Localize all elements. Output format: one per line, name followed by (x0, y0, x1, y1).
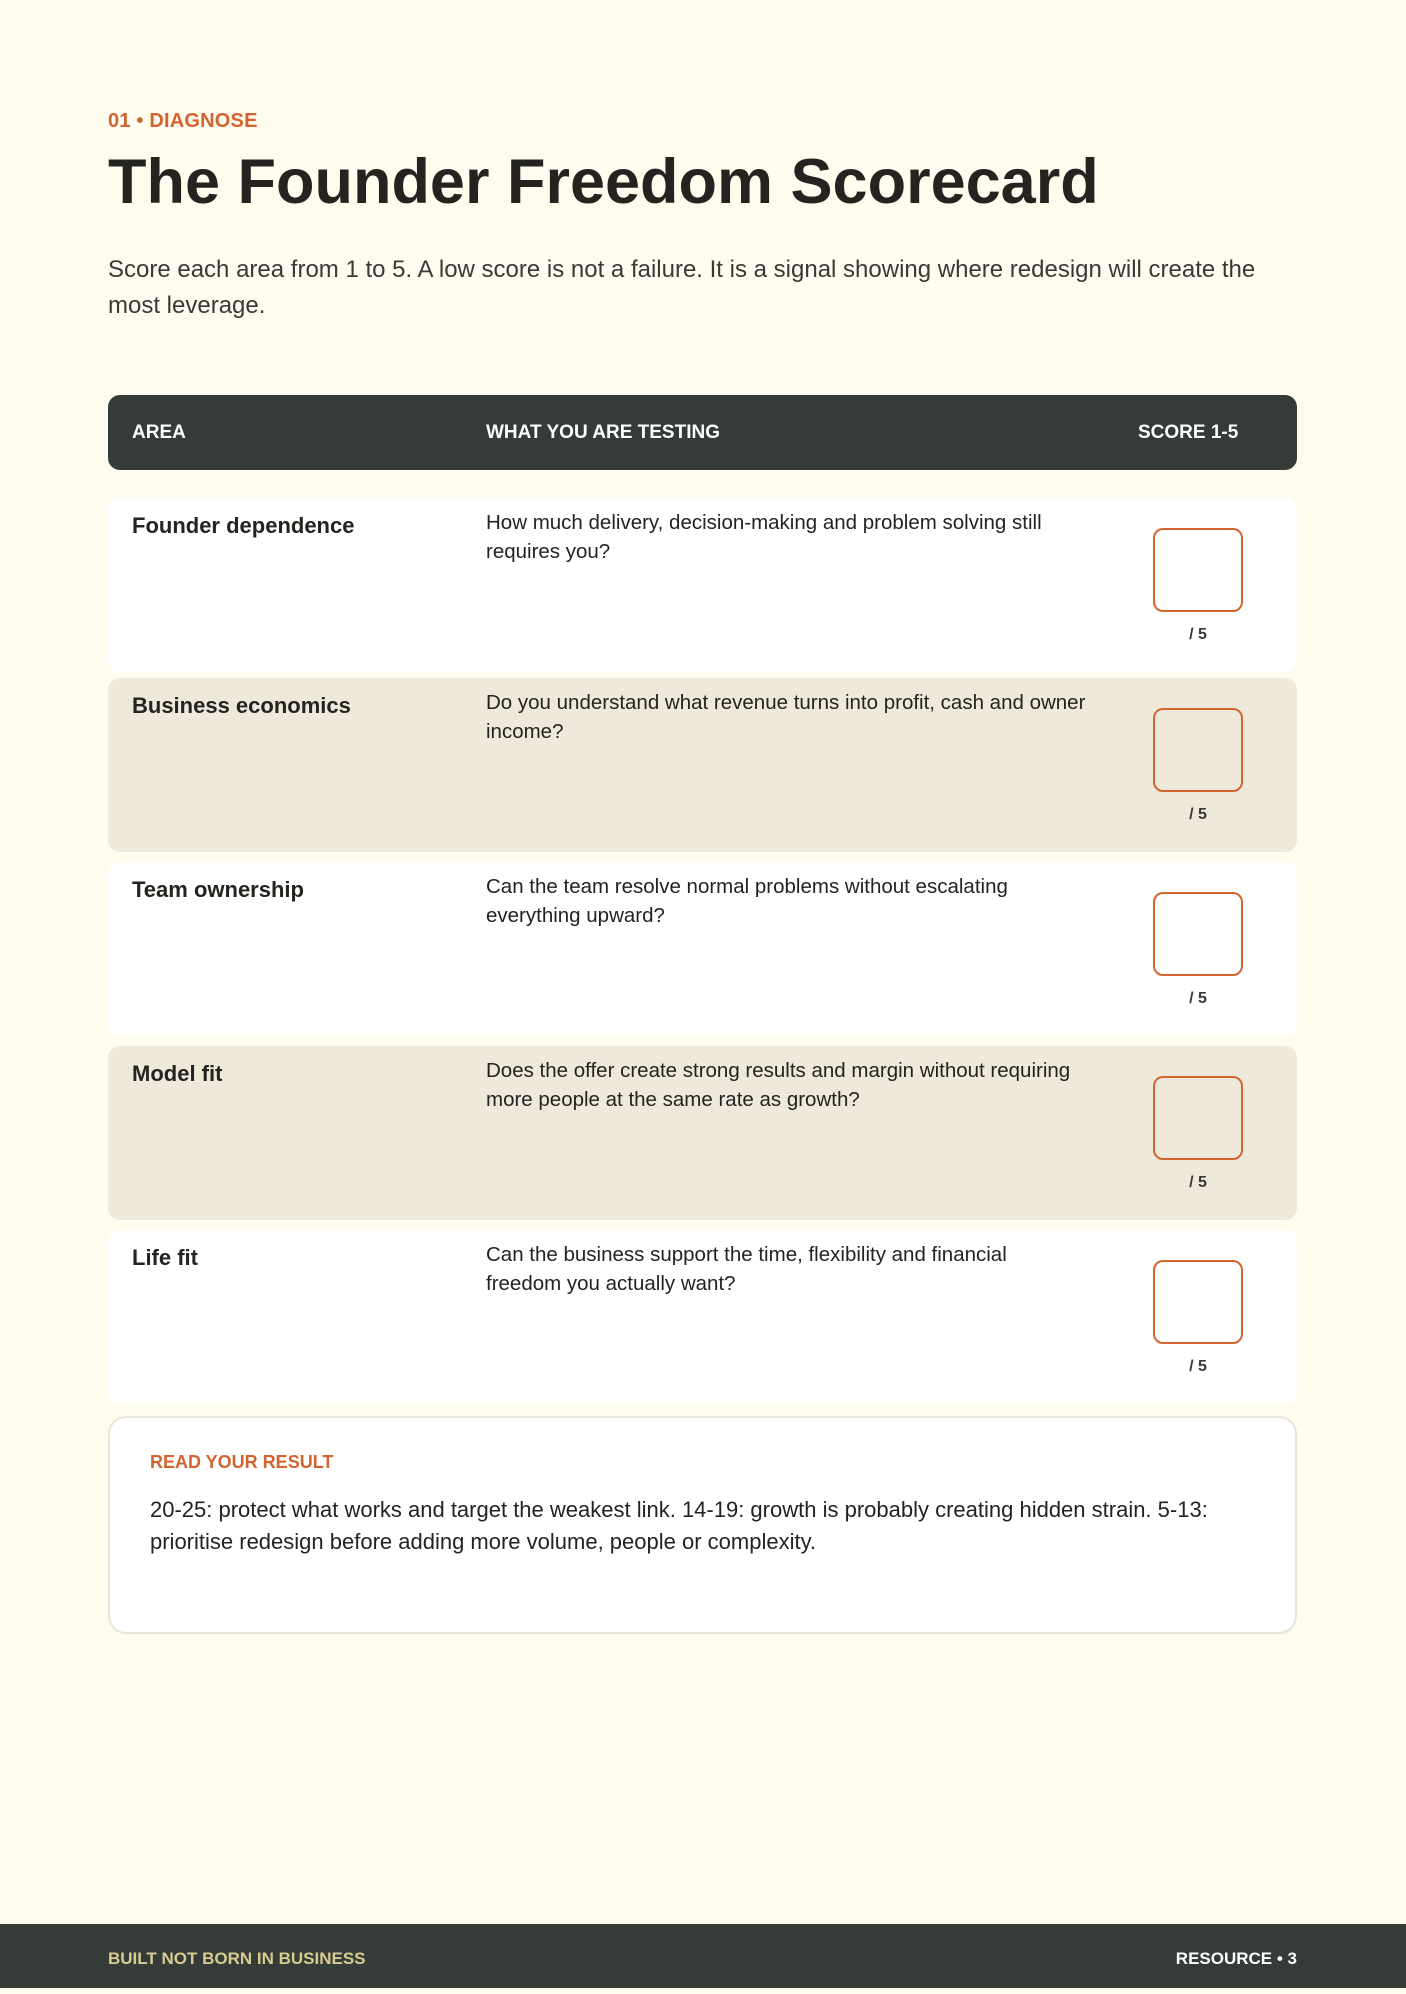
row-area-label: Life fit (132, 1245, 198, 1270)
page-title: The Founder Freedom Scorecard (108, 147, 1099, 217)
column-header-testing: WHAT YOU ARE TESTING (486, 422, 720, 443)
row-question: Do you understand what revenue turns into profit, cash and owner income? (486, 691, 1086, 743)
result-panel (108, 1416, 1297, 1634)
row-area-label: Team ownership (132, 877, 304, 902)
footer-page-label: RESOURCE • 3 (1175, 1949, 1297, 1968)
row-area-label: Business economics (132, 693, 351, 718)
score-input[interactable] (1153, 708, 1243, 792)
scorecard-row-life-fit (108, 1230, 1297, 1404)
scorecard-row-team-ownership (108, 862, 1297, 1036)
result-label: READ YOUR RESULT (150, 1452, 334, 1472)
score-input[interactable] (1153, 1260, 1243, 1344)
row-question: How much delivery, decision-making and problem solving still requires you? (486, 511, 1042, 563)
row-question: Does the offer create strong results and margin without requiring more people at the same rate as growth? (486, 1059, 1071, 1111)
score-input[interactable] (1153, 528, 1243, 612)
score-suffix: / 5 (1189, 1358, 1207, 1375)
footer-brand: BUILT NOT BORN IN BUSINESS (108, 1949, 366, 1968)
score-suffix: / 5 (1189, 990, 1207, 1007)
column-header-score: SCORE 1-5 (1138, 422, 1239, 443)
row-question: Can the business support the time, flexibility and financial freedom you actually want? (486, 1243, 1007, 1295)
row-area-label: Founder dependence (132, 513, 355, 538)
score-input[interactable] (1153, 892, 1243, 976)
scorecard-row-model-fit (108, 1046, 1297, 1220)
row-area-label: Model fit (132, 1061, 223, 1086)
intro-paragraph: Score each area from 1 to 5. A low score is not a failure. It is a signal showing where redesign will create the most leverage. (108, 256, 1256, 319)
page-footer (0, 1924, 1406, 1988)
scorecard-row-founder-dependence (108, 498, 1297, 672)
row-question: Can the team resolve normal problems without escalating everything upward? (486, 875, 1008, 927)
result-text: 20-25: protect what works and target the weakest link. 14-19: growth is probably creating hidden strain. 5-13: prioritise redesign before adding more volume, people or complexity. (150, 1497, 1208, 1554)
score-suffix: / 5 (1189, 626, 1207, 643)
score-suffix: / 5 (1189, 1174, 1207, 1191)
scorecard-table-header (108, 395, 1297, 470)
section-eyebrow: 01 • DIAGNOSE (108, 110, 258, 132)
score-suffix: / 5 (1189, 806, 1207, 823)
score-input[interactable] (1153, 1076, 1243, 1160)
column-header-area: AREA (132, 422, 186, 443)
scorecard-row-business-economics (108, 678, 1297, 852)
